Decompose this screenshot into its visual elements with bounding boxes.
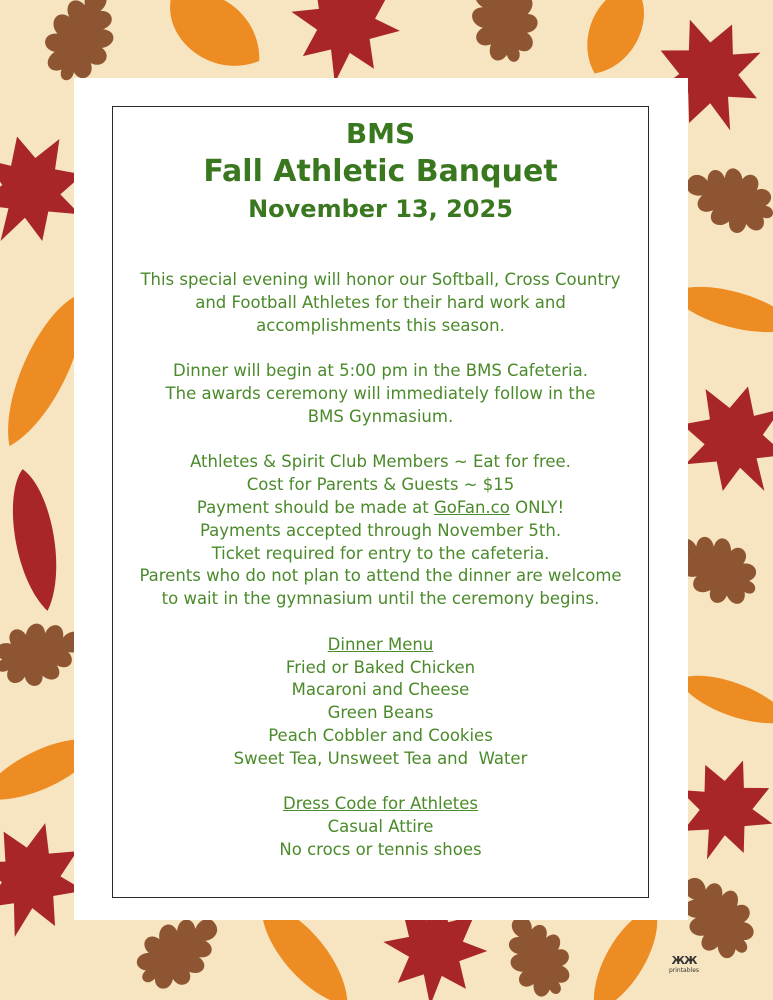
athletes-free-line: Athletes & Spirit Club Members ~ Eat for free. [190,452,571,472]
payment-prefix: Payment should be made at [196,497,434,517]
parents-note-line: Parents who do not plan to attend the dinner are welcome [139,566,622,586]
school-name: BMS [345,117,416,150]
menu-heading: Dinner Menu [327,634,434,654]
intro-line: This special evening will honor our Softball, Cross Country [140,270,621,289]
oak-leaf [460,0,547,70]
dress-code-item: Casual Attire [327,817,434,837]
orange-leaf [572,0,657,84]
event-date: November 13, 2025 [248,195,513,223]
dinner-info-line: Dinner will begin at 5:00 pm in the BMS Cafeteria. [173,361,588,381]
menu-item: Macaroni and Cheese [291,680,470,700]
parents-note-line: to wait in the gymnasium until the ceremony begins. [161,589,600,609]
menu-item: Peach Cobbler and Cookies [268,725,493,745]
logo-text: printables [668,967,700,974]
menu-item: Sweet Tea, Unsweet Tea and Water [233,748,528,768]
payment-deadline-line: Payments accepted through November 5th. [199,520,562,540]
dress-code-item: No crocs or tennis shoes [279,839,482,859]
dinner-info-line: The awards ceremony will immediately follow in the [165,383,596,403]
payment-line [112,497,649,520]
menu-item: Green Beans [327,703,434,723]
intro-paragraph [112,269,649,337]
payment-suffix: ONLY! [509,497,565,517]
parents-cost-line: Cost for Parents & Guests ~ $15 [246,475,515,495]
printables-logo [664,955,704,981]
event-title: Fall Athletic Banquet [203,154,558,189]
flyer-content [112,106,649,862]
gofan-link[interactable]: GoFan.co [434,497,510,517]
cost-info [112,451,649,611]
dinner-info-line: BMS Gynmasium. [307,406,454,426]
ticket-line: Ticket required for entry to the cafeteria. [211,543,550,563]
dinner-info [112,360,649,428]
menu-item: Fried or Baked Chicken [285,657,476,677]
red-leaf [4,466,67,614]
dress-code [112,793,649,861]
intro-line: and Football Athletes for their hard work and [195,292,566,312]
oak-leaf [677,155,773,243]
orange-leaf [153,0,276,86]
intro-line: accomplishments this season. [256,315,505,335]
logo-mark: ЖЖ [671,954,697,967]
dinner-menu [112,634,649,771]
dress-code-heading: Dress Code for Athletes [282,794,478,814]
